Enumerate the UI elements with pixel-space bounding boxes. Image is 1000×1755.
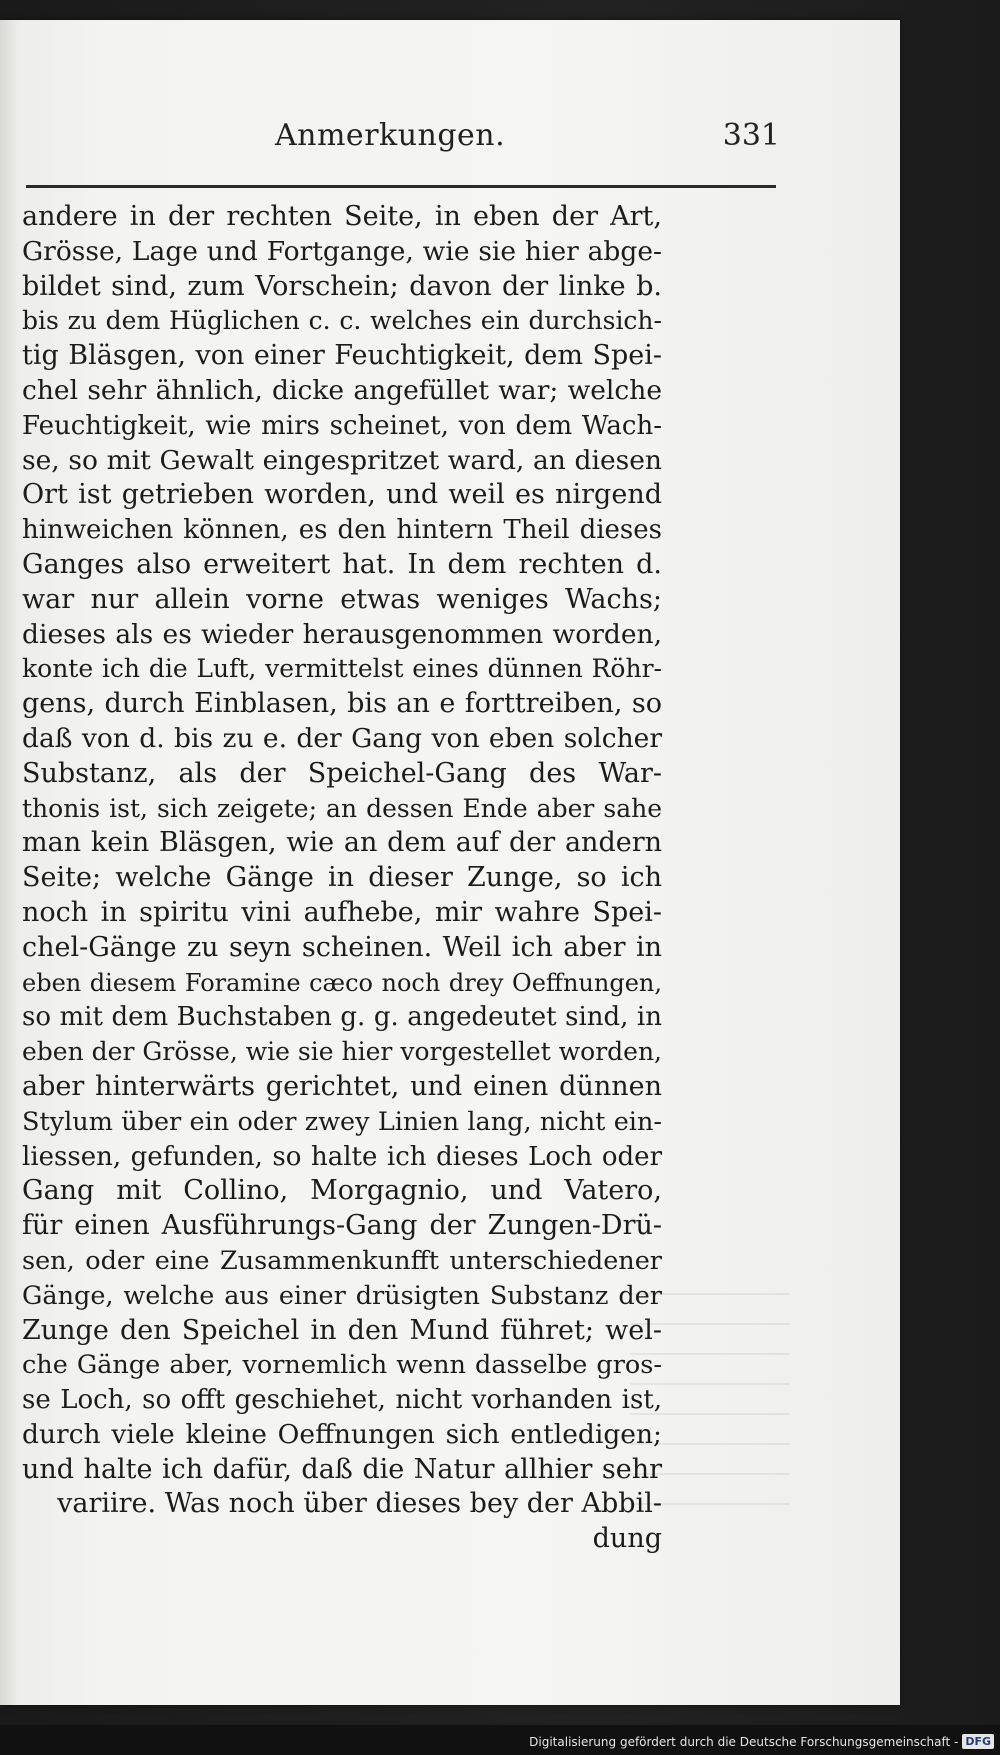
text-line: Substanz, als der Speichel-Gang des War- xyxy=(22,757,662,789)
text-line: Gang mit Collino, Morgagnio, und Vatero, xyxy=(22,1175,662,1207)
text-line: konte ich die Luft, vermittelst eines dünnen Röhr- xyxy=(22,654,662,684)
text-line: variire. Was noch über dieses bey der Abbil- xyxy=(57,1488,662,1520)
text-line: Seite; welche Gänge in dieser Zunge, so ich xyxy=(22,862,662,894)
credit-text: Digitalisierung gefördert durch die Deutsche Forschungsgemeinschaft - xyxy=(529,1734,959,1749)
running-title: Anmerkungen. xyxy=(275,118,506,153)
text-line: chel sehr ähnlich, dicke angefüllet war; welche xyxy=(22,374,662,406)
page-number: 331 xyxy=(722,118,780,153)
text-line: se, so mit Gewalt eingespritzet ward, an diesen xyxy=(22,444,662,476)
digitization-credit xyxy=(529,1734,994,1749)
text-line: Zunge den Speichel in den Mund führet; wel- xyxy=(22,1314,662,1346)
text-line: sen, oder eine Zusammenkunfft unterschiedener xyxy=(22,1245,662,1276)
catchword: dung xyxy=(592,1523,662,1555)
text-line: se Loch, so offt geschiehet, nicht vorhanden ist, xyxy=(22,1385,662,1416)
text-line: bildet sind, zum Vorschein; davon der linke b. xyxy=(22,270,662,302)
text-line: aber hinterwärts gerichtet, und einen dünnen xyxy=(22,1070,662,1102)
running-head xyxy=(20,118,780,166)
text-line: eben diesem Foramine cæco noch drey Oeffnungen, xyxy=(22,968,662,997)
dfg-logo: DFG xyxy=(962,1734,994,1749)
text-line: für einen Ausführungs-Gang der Zungen-Drü- xyxy=(22,1210,662,1242)
text-line: eben der Grösse, wie sie hier vorgestellet worden, xyxy=(22,1037,662,1067)
header-rule xyxy=(26,185,776,188)
text-line: und halte ich dafür, daß die Natur allhier sehr xyxy=(22,1453,662,1485)
text-line: thonis ist, sich zeigete; an dessen Ende aber sahe xyxy=(22,793,662,823)
text-line: tig Bläsgen, von einer Feuchtigkeit, dem Spei- xyxy=(22,340,662,372)
text-line: che Gänge aber, vornemlich wenn dasselbe gros- xyxy=(22,1350,662,1381)
text-line: Ort ist getrieben worden, und weil es nirgend xyxy=(22,479,662,511)
text-line: gens, durch Einblasen, bis an e forttreiben, so xyxy=(22,688,662,720)
bleed-through-shadow xyxy=(630,1285,790,1505)
text-line: Stylum über ein oder zwey Linien lang, nicht ein- xyxy=(22,1106,662,1137)
text-line: noch in spiritu vini aufhebe, mir wahre Spei- xyxy=(22,896,662,928)
text-line: liessen, gefunden, so halte ich dieses Loch oder xyxy=(22,1141,662,1172)
text-line: dieses als es wieder herausgenommen worden, xyxy=(22,618,662,650)
text-line: war nur allein vorne etwas weniges Wachs; xyxy=(22,583,662,615)
text-line: daß von d. bis zu e. der Gang von eben solcher xyxy=(22,722,662,754)
text-line: Ganges also erweitert hat. In dem rechten d. xyxy=(22,548,662,580)
text-line: man kein Bläsgen, wie an dem auf der andern xyxy=(22,827,662,859)
text-line: chel-Gänge zu seyn scheinen. Weil ich aber in xyxy=(22,931,662,963)
text-line: so mit dem Buchstaben g. g. angedeutet sind, in xyxy=(22,1002,662,1033)
text-line: Feuchtigkeit, wie mirs scheinet, von dem Wach- xyxy=(22,410,662,441)
text-line: bis zu dem Hüglichen c. c. welches ein durchsich- xyxy=(22,306,662,336)
body-text xyxy=(22,200,662,1557)
text-line: andere in der rechten Seite, in eben der Art, xyxy=(22,201,662,232)
text-line: Grösse, Lage und Fortgange, wie sie hier abge- xyxy=(22,235,662,267)
text-line: hinweichen können, es den hintern Theil dieses xyxy=(22,515,662,546)
text-line: durch viele kleine Oeffnungen sich entledigen; xyxy=(22,1418,662,1450)
book-page xyxy=(0,20,900,1705)
text-line: Gänge, welche aus einer drüsigten Substanz der xyxy=(22,1280,662,1311)
